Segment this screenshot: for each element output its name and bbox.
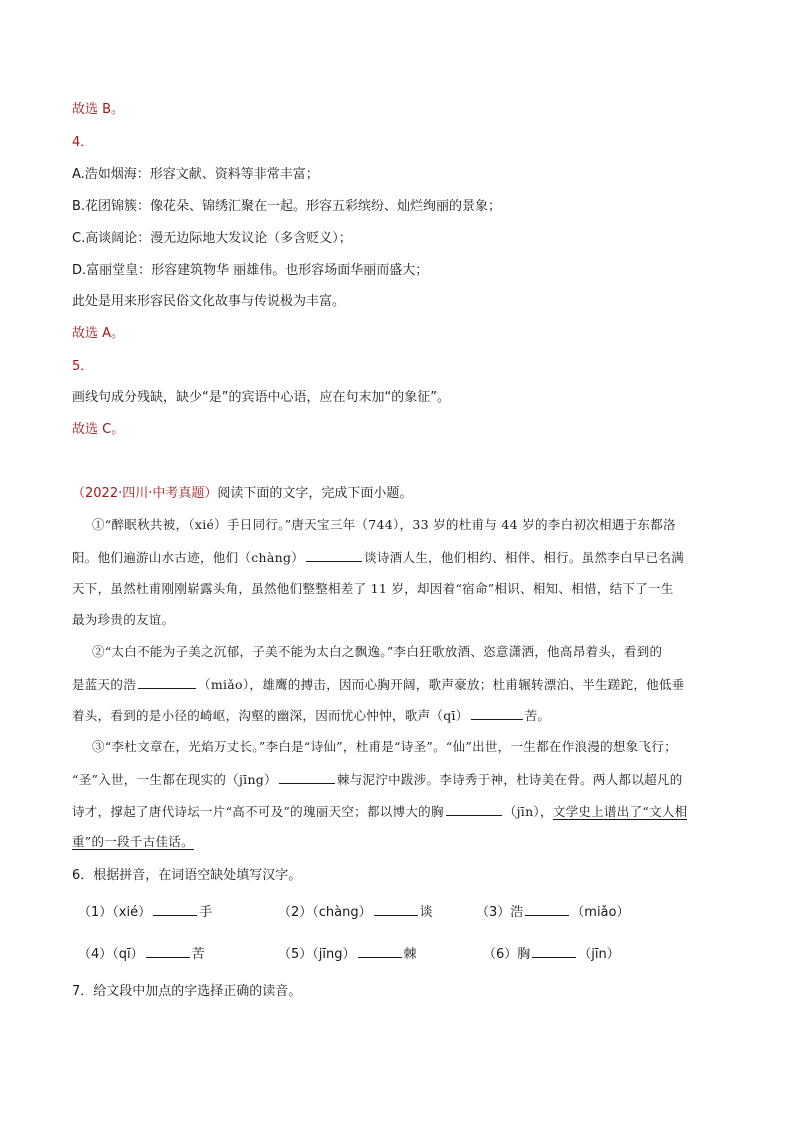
passage-p1-line3: 天下，虽然杜甫刚刚崭露头角，虽然他们整整相差了 11 岁，却因着“宿命”相识、相知、相惜，结下了一生 [72,581,674,596]
q5-answer-choice: 故选 C。 [72,422,125,437]
passage-text: “圣”入世，一生都在现实的（jīng） [72,772,277,787]
q4-option-b-text: B.花团锦簇：像花朵、锦绣汇聚在一起。形容五彩缤纷、灿烂绚丽的景象； [72,199,502,214]
answer-blank[interactable] [525,902,569,916]
passage-p2-line3 [72,706,722,725]
q6-item-prefix: （4）（qī） [78,947,144,962]
q4-number: 4． [72,135,94,150]
q6-item-suffix: 苦 [191,947,205,962]
passage-p1-line1: ①“醉眠秋共被，（xié）手日同行。”唐天宝三年（744），33 岁的杜甫与 44 岁的李白初次相遇于东都洛 [92,517,676,532]
answer-blank[interactable] [358,944,402,958]
passage-text: （miǎo），雄鹰的搏击，因而心胸开阔，歌声豪放；杜甫辗转漂泊、半生蹉跎，他低垂 [198,677,685,692]
q5-explanation: 画线句成分残缺，缺少“是”的宾语中心语，应在句末加“的象征”。 [72,390,450,405]
fill-blank[interactable] [446,802,502,816]
fill-blank[interactable] [138,675,196,689]
q5-number: 5． [72,359,94,374]
q4-option-a [72,166,319,184]
passage-text: 是蓝天的浩 [72,677,137,692]
fill-blank[interactable] [471,706,523,720]
passage-text: 诗才，撑起了唐代诗坛一片“高不可及”的瑰丽天空；都以博大的胸 [72,804,444,819]
source-tag: （2022·四川·中考真题） [72,486,218,501]
answer-blank[interactable] [153,902,197,916]
passage-text: 阳。他们遍游山水古迹，他们（chàng） [72,550,305,565]
passage-p2-line2 [72,675,722,694]
passage-p1-line4: 最为珍贵的友谊。 [72,612,175,627]
passage-p1-line2 [72,548,722,567]
q6-stem: 6．根据拼音，在词语空缺处填写汉字。 [72,868,302,883]
passage-p3-line1: ③“李杜文章在，光焰万丈长。”李白是“诗仙”，杜甫是“诗圣”。“仙”出世，一生都在作浪漫的想象飞行； [92,739,677,754]
q4-option-d-text: D.富丽堂皇：形容建筑物华 丽雄伟。也形容场面华丽而盛大； [72,263,429,278]
q6-item-prefix: （6）胸 [483,947,531,962]
q6-item-prefix: （3）浩 [476,905,524,920]
q6-item-suffix: 手 [199,905,213,920]
passage-text: （jīn）， [503,804,553,819]
q4-option-c [72,230,352,248]
q6-item-suffix: 棘 [403,947,417,962]
q6-item-3 [476,902,629,922]
passage-text: 谈诗酒人生，他们相约、相伴、相行。虽然李白早已名满 [364,550,685,565]
q7-stem: 7．给文段中加点的字选择正确的读音。 [72,984,302,999]
underlined-sentence-end: 重”的一段千古佳话。 [72,834,194,849]
q6-item-2 [278,902,433,922]
underlined-sentence: 文学史上谱出了“文人相 [552,804,688,819]
q4-explanation: 此处是用来形容民俗文化故事与传说极为丰富。 [72,294,346,309]
passage-text: 苦。 [524,708,551,723]
q6-item-6 [483,944,620,964]
answer-blank[interactable] [146,944,190,958]
q4-option-a-text: A.浩如烟海：形容文献、资料等非常丰富； [72,167,319,182]
q6-item-5 [278,944,417,964]
section-header [72,485,412,503]
q6-item-prefix: （2）（chàng） [278,905,372,920]
section-intro: 阅读下面的文字，完成下面小题。 [217,486,413,501]
fill-blank[interactable] [306,548,362,562]
answer-blank[interactable] [532,944,576,958]
q6-item-4 [78,944,205,964]
q4-answer-choice: 故选 A。 [72,326,125,341]
q3-answer-choice: 故选 B。 [72,102,125,117]
q4-option-b [72,198,501,216]
passage-p3-line3 [72,802,722,821]
passage-p3-line4 [72,833,722,851]
passage-p2-line1: ②“太白不能为子美之沉郁，子美不能为太白之飘逸。”李白狂歌放酒、恣意潇洒，他高昂着头，看到的 [92,644,663,659]
q6-item-suffix: 谈 [419,905,433,920]
q4-option-c-text: C.高谈阔论：漫无边际地大发议论（多含贬义）； [72,231,352,246]
fill-blank[interactable] [279,770,335,784]
q6-item-prefix: （1）（xié） [78,905,152,920]
q6-item-suffix: （miǎo） [571,905,630,920]
q4-option-d [72,262,428,280]
q6-item-suffix: （jīn） [578,947,620,962]
q6-item-1 [78,902,212,922]
q6-item-prefix: （5）（jīng） [278,947,356,962]
answer-blank[interactable] [374,902,418,916]
passage-text: 棘与泥泞中跋涉。李诗秀于神，杜诗美在骨。两人都以超凡的 [336,772,683,787]
passage-p3-line2 [72,770,722,789]
passage-text: 着头，看到的是小径的崎岖，沟壑的幽深，因而忧心忡忡，歌声（qī） [72,708,469,723]
